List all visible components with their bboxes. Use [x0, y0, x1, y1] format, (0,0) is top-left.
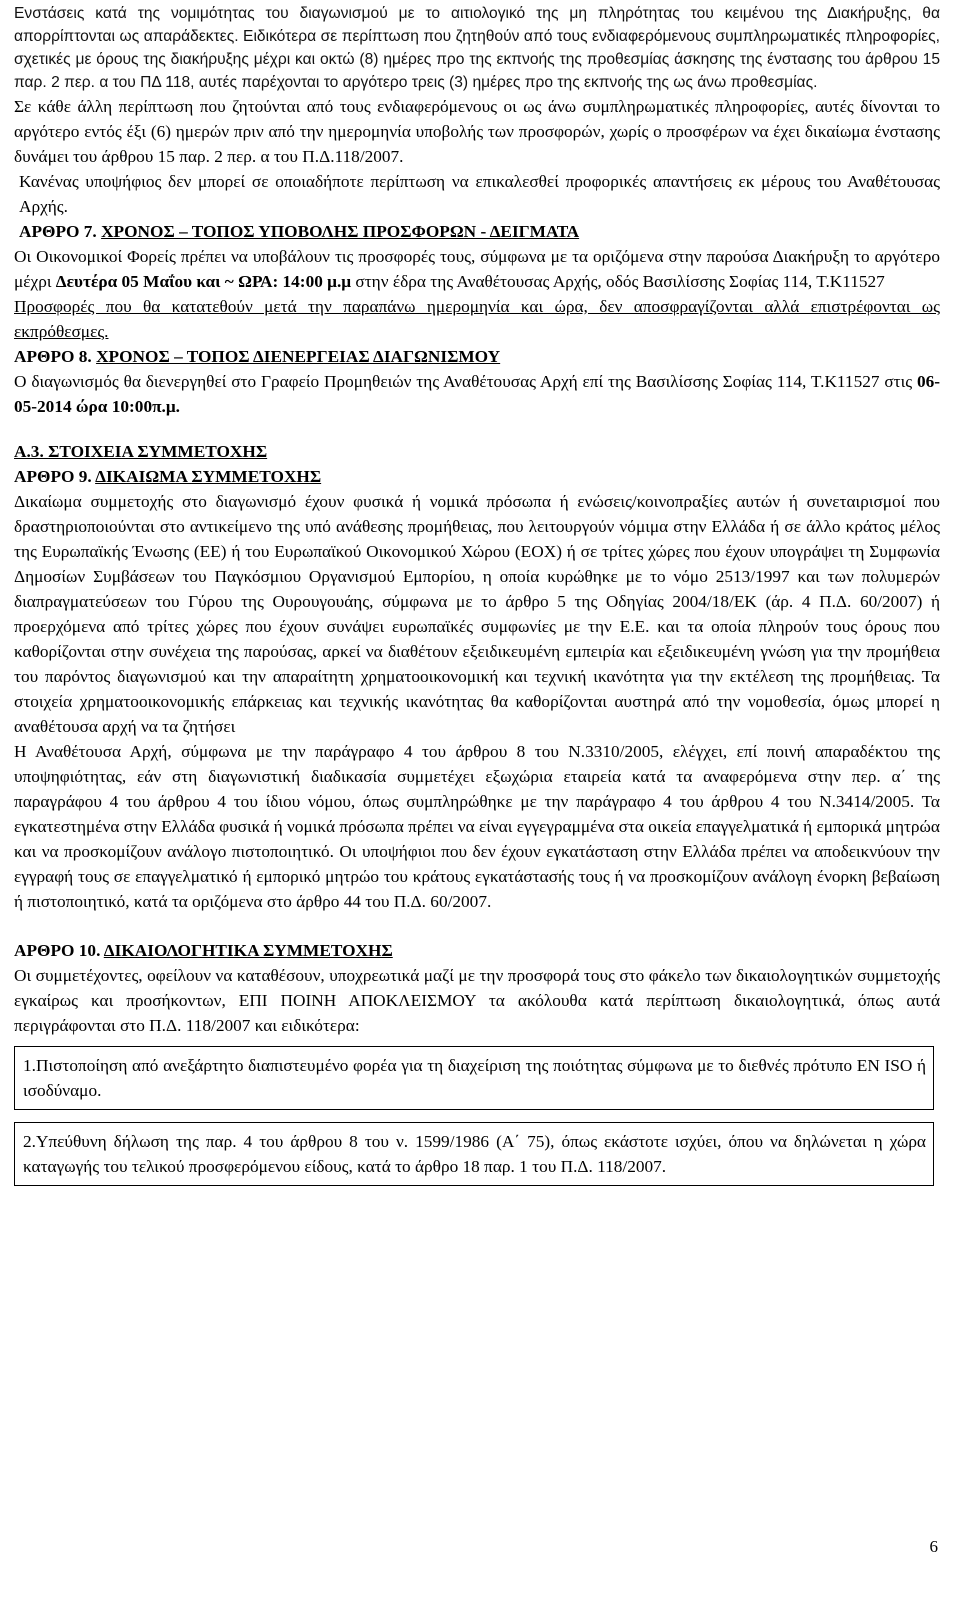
article-9-title: ΔΙΚΑΙΩΜΑ ΣΥΜΜΕΤΟΧΗΣ [95, 467, 322, 486]
page-number: 6 [929, 1537, 938, 1556]
article-8-title: ΧΡΟΝΟΣ – ΤΟΠΟΣ ΔΙΕΝΕΡΓΕΙΑΣ ΔΙΑΓΩΝΙΣΜΟΥ [96, 347, 501, 366]
opening-date: 06-05-2014 ώρα 10:00π.μ. [14, 372, 940, 416]
article-9-label: ΑΡΘΡΟ 9. [14, 467, 96, 486]
article-7-label: ΑΡΘΡΟ 7. [19, 222, 102, 241]
article-10-paragraph: Οι συμμετέχοντες, οφείλουν να καταθέσουν, υποχρεωτικά μαζί με την προσφορά τους στο φάκελο των δικαιολογητικών συμμετοχής εγκαίρως και προσήκοντων, ΕΠΙ ΠΟΙΝΗ ΑΠΟΚΛΕΙΣΜΟΥ τα ακόλουθα κατά περίπτωση δικαιολογητικά, όπως αυτά περιγράφονται στο Π.Δ. 118/2007 και ειδικότερα: [14, 966, 940, 1035]
clarifications-paragraph: Σε κάθε άλλη περίπτωση που ζητούνται από τους ενδιαφερόμενους οι ως άνω συμπληρωματικές πληροφορίες, αυτές δίνονται το αργότερο εντός έξι (6) ημερών πριν από την ημερομηνία υποβολής των προσφορών, χωρίς ο προσφέρων να έχει δικαίωμα ένστασης δυνάμει του άρθρου 15 παρ. 2 περ. α του Π.Δ.118/2007. [14, 97, 940, 166]
intro-paragraph: Ενστάσεις κατά της νομιμότητας του διαγωνισμού με το αιτιολογικό της μη πληρότητας του κειμένου της Διακήρυξης, θα απορρίπτονται ως απαράδεκτες. Ειδικότερα σε περίπτωση που ζητηθούν από τους ενδιαφερόμενους συμπληρωματικές πληροφορίες, σχετικές με όρους της διακήρυξης μέχρι και οκτώ (8) ημέρες προ της εκπνοής της προθεσμίας άσκησης της ένστασης του άρθρου 15 παρ. 2 περ. α του ΠΔ 118, αυτές παρέχονται το αργότερο τρεις (3) ημέρες προ της εκπνοής της ως άνω προθεσμίας. [14, 5, 940, 91]
article-9-paragraph-1: Δικαίωμα συμμετοχής στο διαγωνισμό έχουν φυσικά ή νομικά πρόσωπα ή ενώσεις/κοινοπραξίες αυτών ή συνεταιρισμοί που δραστηριοποιούνται στο αντικείμενο της υπό ανάθεσης προμήθειας, που λειτουργούν νόμιμα στην Ελλάδα ή σε άλλο κράτος μέλος της Ευρωπαϊκής Ένωσης (ΕΕ) ή του Ευρωπαϊκού Οικονομικού Χώρου (ΕΟΧ) ή σε τρίτες χώρες που έχουν υπογράψει τη Συμφωνία Δημοσίων Συμβάσεων του Παγκόσμιου Οργανισμού Εμπορίου, η οποία κυρώθηκε με το νόμο 2513/1997 και των πολυμερών διαπραγματεύσεων του Γύρου της Ουρουγουάης, σύμφωνα με το άρθρο 5 της Οδηγίας 2004/18/ΕΚ (άρ. 4 Π.Δ. 60/2007) ή προερχόμενα από τρίτες χώρες που έχουν συνάψει ευρωπαϊκές συμφωνίες με την Ε.Ε. και τα οποία πληρούν τους όρους που καθορίζονται στην συνέχεια της παρούσας, αρκεί να διαθέτουν εξειδικευμένη εμπειρία και εξειδικευμένη γνώση για την προμήθεια του παρόντος διαγωνισμού και την απαραίτητη χρηματοοικονομική και τεχνική ικανότητα για την εκτέλεση της προμήθειας. Τα στοιχεία χρηματοοικονομικής επάρκειας και τεχνικής ικανότητας θα καθορίζονται αυστηρά από την νομοθεσία, όμως μπορεί η αναθέτουσα αρχή να τα ζητήσει [14, 492, 940, 736]
article-7-text-start: Οι Οικονομικοί Φορείς πρέπει να υποβάλουν τις προσφορές τους, σύμφωνα με τα οριζόμενα στην παρούσα Διακήρυξη το αργότερο μέχρι [14, 247, 940, 291]
article-8-label: ΑΡΘΡΟ 8. [14, 347, 97, 366]
article-7-heading [14, 219, 940, 244]
list-item: 1.Πιστοποίηση από ανεξάρτητο διαπιστευμένο φορέα για τη διαχείριση της ποιότητας σύμφωνα με το διεθνές πρότυπο EN ISO ή ισοδύναμο. [14, 1046, 934, 1110]
article-7-paragraph [14, 244, 940, 294]
oral-answers-paragraph: Κανένας υποψήφιος δεν μπορεί σε οποιαδήποτε περίπτωση να επικαλεσθεί προφορικές απαντήσεις εκ μέρους του Αναθέτουσας Αρχής. [19, 172, 940, 216]
section-a3-title: Α.3. ΣΤΟΙΧΕΙΑ ΣΥΜΜΕΤΟΧΗΣ [14, 442, 268, 461]
article-10-heading [14, 938, 940, 963]
article-8-paragraph [14, 369, 940, 419]
article-8-heading [14, 344, 940, 369]
article-9-paragraph-2: Η Αναθέτουσα Αρχή, σύμφωνα με την παράγραφο 4 του άρθρου 8 του Ν.3310/2005, ελέγχει, επί ποινή απαραδέκτου της υποψηφιότητας, εάν στη διαγωνιστική διαδικασία συμμετέχει εξωχώρια εταιρεία κατά τα αναφερόμενα στην περ. α΄ της παραγράφου 4 του άρθρου 4 του ίδιου νόμου, όπως συμπληρώθηκε με την παράγραφο 4 του άρθρου 4 του Ν.3414/2005. Τα εγκατεστημένα στην Ελλάδα φυσικά ή νομικά πρόσωπα πρέπει να είναι εγγεγραμμένα στα οικεία επαγγελματικά ή εμπορικά μητρώα και να προσκομίζουν ανάλογο πιστοποιητικό. Οι υποψήφιοι που δεν έχουν εγκατάσταση στην Ελλάδα πρέπει να αποδεικνύουν την εγγραφή τους σε επαγγελματικό ή εμπορικό μητρώο του κράτους εγκατάστασής τους ή να προσκομίζουν ανάλογη ένορκη βεβαίωση ή πιστοποιητικό, κατά τα οριζόμενα στο άρθρο 44 του Π.Δ. 60/2007. [14, 742, 940, 911]
list-item: 2.Υπεύθυνη δήλωση της παρ. 4 του άρθρου 8 του ν. 1599/1986 (Α΄ 75), όπως εκάστοτε ισχύει, όπου να δηλώνεται η χώρα καταγωγής του τελικού προσφερόμενου είδους, κατά το άρθρο 18 παρ. 1 του Π.Δ. 118/2007. [14, 1122, 934, 1186]
article-10-title: ΔΙΚΑΙΟΛΟΓΗΤΙΚΑ ΣΥΜΜΕΤΟΧΗΣ [103, 941, 393, 960]
late-offers-notice: Προσφορές που θα κατατεθούν μετά την παραπάνω ημερομηνία και ώρα, δεν αποσφραγίζονται αλλά επιστρέφονται ως εκπρόθεσμες. [14, 297, 940, 341]
required-documents-list [14, 1046, 934, 1186]
submission-deadline: Δευτέρα 05 Μαΐου και ~ ΩΡΑ: 14:00 μ.μ [55, 272, 352, 291]
document-page [14, 2, 940, 1186]
article-8-text: Ο διαγωνισμός θα διενεργηθεί στο Γραφείο Προμηθειών της Αναθέτουσας Αρχή επί της Βασιλίσσης Σοφίας 114, Τ.Κ11527 στις [14, 372, 917, 391]
article-7-text-end: στην έδρα της Αναθέτουσας Αρχής, οδός Βασιλίσσης Σοφίας 114, Τ.Κ11527 [351, 272, 885, 291]
article-7-title: ΧΡΟΝΟΣ – ΤΟΠΟΣ ΥΠΟΒΟΛΗΣ ΠΡΟΣΦΟΡΩΝ - ΔΕΙΓΜΑΤΑ [101, 222, 580, 241]
article-9-heading [14, 464, 940, 489]
article-10-label: ΑΡΘΡΟ 10. [14, 941, 104, 960]
